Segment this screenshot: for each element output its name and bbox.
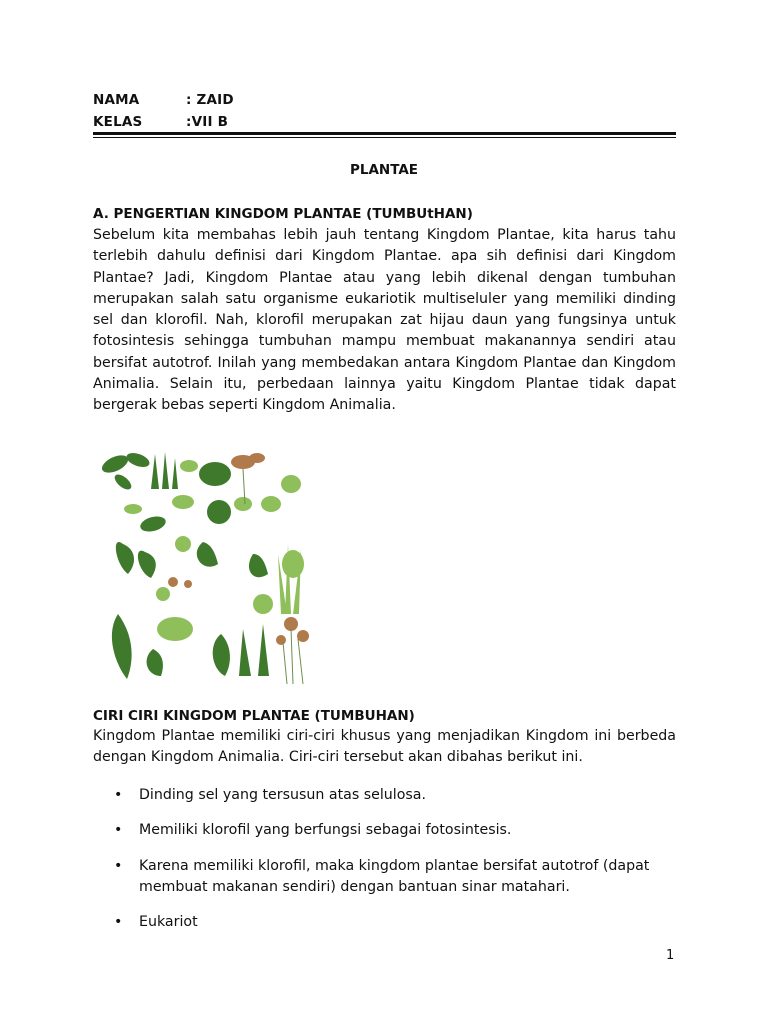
header-rule-thin [93,137,676,138]
characteristics-list [93,785,676,947]
section-b-paragraph: Kingdom Plantae memiliki ciri-ciri khusus yang menjadikan Kingdom ini berbeda dengan Kingdom Animalia. Ciri-ciri tersebut akan dibahas berikut ini. [93,728,676,766]
list-item-text: Dinding sel yang tersusun atas selulosa. [139,787,426,803]
plants-illustration [93,444,321,686]
list-item [93,856,676,899]
page-number: 1 [666,948,675,963]
list-item [93,820,676,841]
bullet-icon: • [114,787,123,803]
class-row [93,114,228,130]
section-a-heading: A. PENGERTIAN KINGDOM PLANTAE (TUMBUtHAN) [93,206,473,222]
bullet-icon: • [114,914,123,931]
list-item-text: Karena memiliki klorofil, maka kingdom plantae bersifat autotrof (dapat membuat makanan sendiri) dengan bantuan sinar matahari. [139,857,650,895]
page-title: PLANTAE [349,162,419,178]
class-label: KELAS [93,114,143,130]
list-item [93,785,676,806]
name-label: NAMA [93,92,140,108]
name-value: : ZAID [186,92,234,108]
section-b-heading: CIRI CIRI KINGDOM PLANTAE (TUMBUHAN) [93,708,415,724]
bullet-icon: • [114,822,123,839]
name-row [93,92,234,108]
section-a-paragraph: Sebelum kita membahas lebih jauh tentang Kingdom Plantae, kita harus tahu terlebih dahulu definisi dari Kingdom Plantae. apa sih definisi dari Kingdom Plantae? Jadi, Kingdom Plantae atau yang lebih dikenal dengan tumbuhan merupakan salah satu organisme eukariotik multiseluler yang memiliki dinding sel dan klorofil. Nah, klorofil merupakan zat hijau daun yang fungsinya untuk fotosintesis sehingga tumbuhan mampu membuat makanannya sendiri atau bersifat autotrof. Inilah yang membedakan antara Kingdom Plantae dan Kingdom Animalia. Selain itu, perbedaan lainnya yaitu Kingdom Plantae tidak dapat bergerak bebas seperti Kingdom Animalia. [93,227,676,414]
header-rule-thick [93,132,676,135]
list-item-text: Eukariot [139,914,198,931]
bullet-icon: • [114,857,123,874]
class-value: :VII B [186,114,229,130]
list-item [93,912,676,933]
list-item-text: Memiliki klorofil yang berfungsi sebagai fotosintesis. [139,822,512,839]
